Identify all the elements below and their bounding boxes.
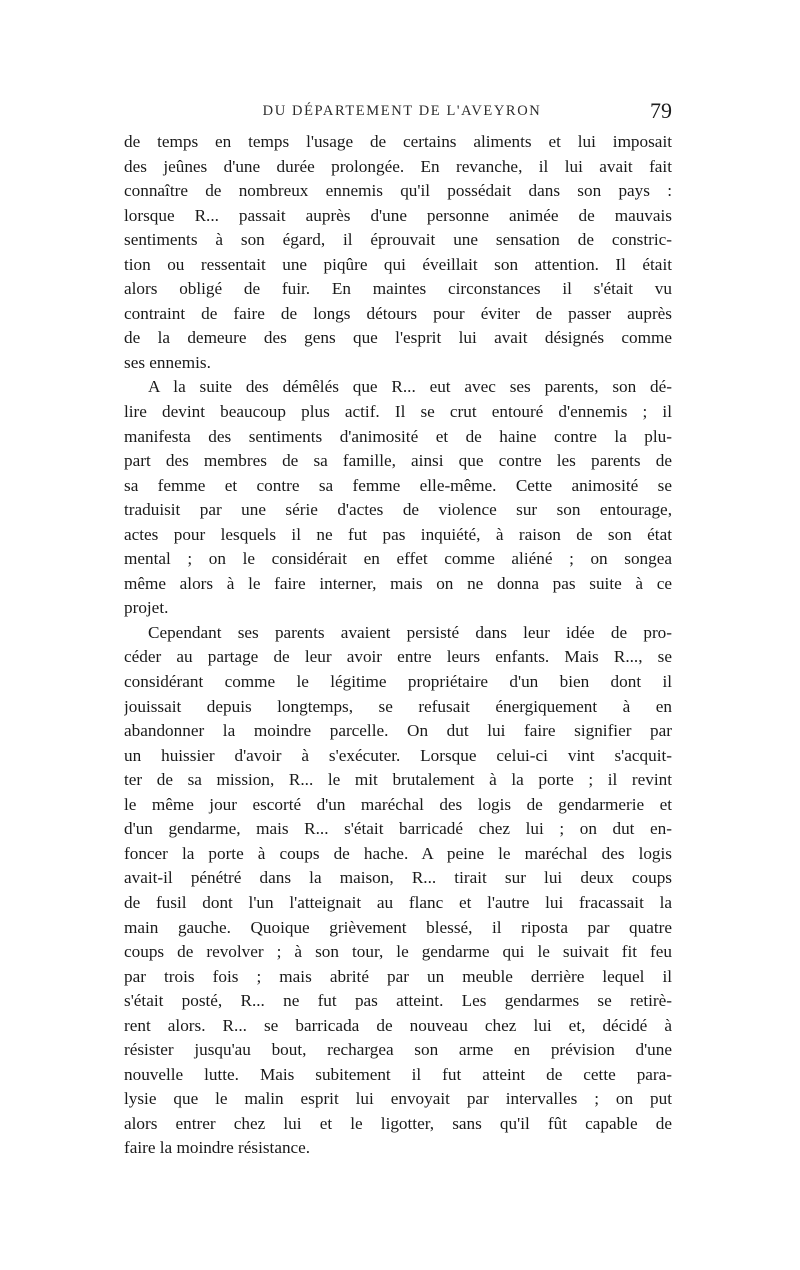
- text-line: main gauche. Quoique grièvement blessé, il riposta par quatre: [124, 917, 672, 937]
- text-line: d'un gendarme, mais R... s'était barricadé chez lui ; on dut en-: [124, 819, 672, 839]
- paragraph-start-line: Cependant ses parents avaient persisté dans leur idée de pro-: [148, 622, 672, 642]
- paragraph-end-line: faire la moindre résistance.: [124, 1138, 311, 1158]
- text-line: de temps en temps l'usage de certains aliments et lui imposait: [124, 132, 672, 151]
- text-line: abandonner la moindre parcelle. On dut lui faire signifier par: [124, 721, 672, 741]
- text-line: contraint de faire de longs détours pour éviter de passer auprès: [124, 303, 672, 323]
- text-line: alors obligé de fuir. En maintes circonstances il s'était vu: [124, 279, 672, 299]
- text-line: ter de sa mission, R... le mit brutalement à la porte ; il revint: [124, 770, 672, 790]
- body-text: [124, 130, 672, 1161]
- text-line: s'était posté, R... ne fut pas atteint. Les gendarmes se retirè-: [124, 991, 672, 1011]
- text-line: manifesta des sentiments d'animosité et de haine contre la plu-: [124, 426, 672, 446]
- text-line: considérant comme le légitime propriétaire d'un bien dont il: [124, 672, 672, 692]
- text-line: jouissait depuis longtemps, se refusait énergiquement à en: [124, 696, 672, 716]
- text-line: le même jour escorté d'un maréchal des logis de gendarmerie et: [124, 794, 672, 814]
- text-line: lysie que le malin esprit lui envoyait par intervalles ; on put: [124, 1089, 672, 1109]
- text-line: actes pour lesquels il ne fut pas inquiété, à raison de son état: [124, 524, 672, 544]
- text-line: coups de revolver ; à son tour, le gendarme qui le suivait fit feu: [124, 942, 672, 962]
- text-line: sa femme et contre sa femme elle-même. Cette animosité se: [124, 475, 672, 495]
- text-line: par trois fois ; mais abrité par un meuble derrière lequel il: [124, 966, 672, 986]
- paragraph-start-line: A la suite des démêlés que R... eut avec ses parents, son dé-: [148, 377, 672, 397]
- text-line: de la demeure des gens que l'esprit lui avait désignés comme: [124, 328, 672, 348]
- text-line: lire devint beaucoup plus actif. Il se crut entouré d'ennemis ; il: [124, 402, 672, 422]
- text-line: un huissier d'avoir à s'exécuter. Lorsque celui-ci vint s'acquit-: [124, 745, 672, 765]
- text-line: nouvelle lutte. Mais subitement il fut atteint de cette para-: [124, 1064, 672, 1084]
- text-line: de fusil dont l'un l'atteignait au flanc et l'autre lui fracassait la: [124, 892, 672, 912]
- text-line: connaître de nombreux ennemis qu'il possédait dans son pays :: [124, 181, 672, 201]
- text-line: céder au partage de leur avoir entre leurs enfants. Mais R..., se: [124, 647, 672, 667]
- text-line: tion ou ressentait une piqûre qui éveillait son attention. Il était: [124, 254, 672, 274]
- text-line: même alors à le faire interner, mais on ne donna pas suite à ce: [124, 573, 672, 593]
- text-line: foncer la porte à coups de hache. A peine le maréchal des logis: [124, 843, 672, 863]
- text-line: lorsque R... passait auprès d'une personne animée de mauvais: [124, 205, 672, 225]
- paragraph-end-line: ses ennemis.: [124, 352, 211, 372]
- running-head: [124, 96, 680, 126]
- running-title: DU DÉPARTEMENT DE L'AVEYRON: [262, 103, 542, 119]
- text-line: part des membres de sa famille, ainsi que contre les parents de: [124, 451, 672, 471]
- text-line: traduisit par une série d'actes de violence sur son entourage,: [124, 500, 672, 520]
- text-line: sentiments à son égard, il éprouvait une sensation de constric-: [124, 230, 672, 250]
- text-line: résister jusqu'au bout, rechargea son arme en prévision d'une: [124, 1040, 672, 1060]
- text-line: alors entrer chez lui et le ligotter, sans qu'il fût capable de: [124, 1113, 672, 1133]
- page-number: 79: [650, 98, 672, 123]
- text-line: rent alors. R... se barricada de nouveau chez lui et, décidé à: [124, 1015, 672, 1035]
- text-line: mental ; on le considérait en effet comme aliéné ; on songea: [124, 549, 672, 569]
- text-line: des jeûnes d'une durée prolongée. En revanche, il lui avait fait: [124, 156, 672, 176]
- paragraph-end-line: projet.: [124, 598, 169, 618]
- text-line: avait-il pénétré dans la maison, R... tirait sur lui deux coups: [124, 868, 672, 888]
